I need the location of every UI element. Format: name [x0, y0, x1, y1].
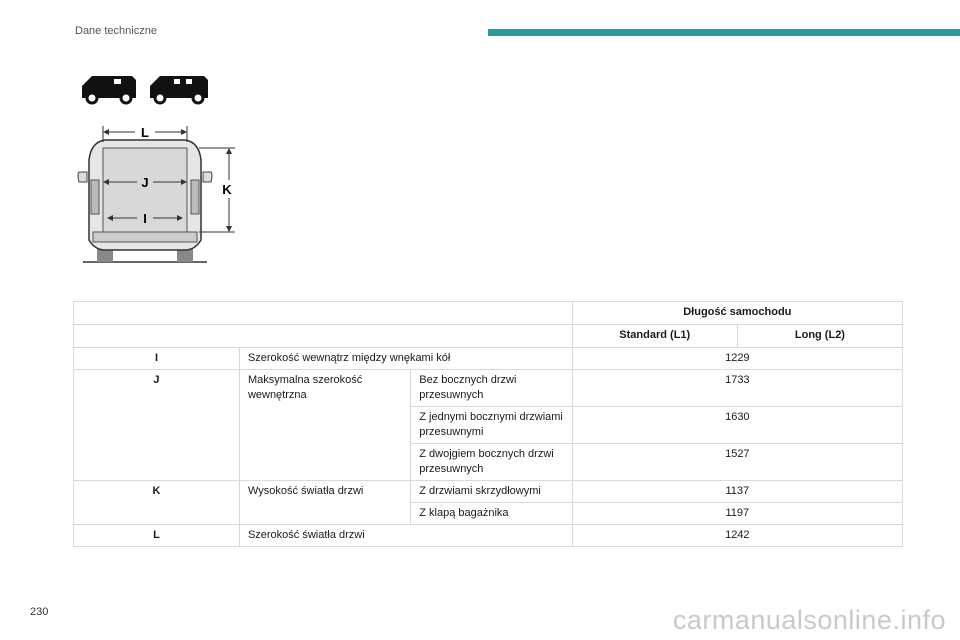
table-row	[74, 481, 903, 503]
table-row	[74, 525, 903, 547]
van-icon-double	[150, 76, 208, 103]
header-standard: Standard (L1)	[572, 325, 737, 348]
rear-dimension-diagram	[75, 120, 245, 275]
accent-bar	[488, 29, 960, 36]
table-row	[74, 348, 903, 370]
row-sublabel: Z drzwiami skrzydłowymi	[411, 481, 572, 503]
row-value: 1733	[572, 370, 902, 407]
row-code: J	[74, 370, 240, 481]
dim-label-I: I	[143, 211, 147, 226]
table-subheader-row	[74, 325, 903, 348]
row-value: 1242	[572, 525, 902, 547]
table-header-row	[74, 302, 903, 325]
row-desc: Szerokość wewnątrz między wnękami kół	[239, 348, 572, 370]
van-icon-single	[82, 76, 136, 103]
watermark: carmanualsonline.info	[672, 605, 946, 635]
row-sublabel: Z dwojgiem bocznych drzwi przesuwnych	[411, 444, 572, 481]
dim-label-L: L	[141, 125, 149, 140]
vehicle-silhouettes	[80, 72, 220, 111]
page-number: 230	[30, 606, 49, 618]
dim-label-K: K	[222, 182, 232, 197]
row-desc: Maksymalna szerokość wewnętrzna	[239, 370, 410, 481]
header-vehicle-length: Długość samochodu	[572, 302, 902, 325]
table-row	[74, 370, 903, 407]
row-code: I	[74, 348, 240, 370]
row-code: L	[74, 525, 240, 547]
section-header: Dane techniczne	[75, 25, 157, 37]
row-code: K	[74, 481, 240, 525]
row-desc: Wysokość światła drzwi	[239, 481, 410, 525]
row-sublabel: Z jednymi bocznymi drzwiami przesuwnymi	[411, 407, 572, 444]
row-desc: Szerokość światła drzwi	[239, 525, 572, 547]
row-value: 1630	[572, 407, 902, 444]
row-value: 1137	[572, 481, 902, 503]
dim-label-J: J	[141, 175, 149, 190]
header-long: Long (L2)	[737, 325, 902, 348]
row-value: 1197	[572, 503, 902, 525]
dimensions-table	[73, 301, 903, 547]
row-value: 1229	[572, 348, 902, 370]
row-sublabel: Bez bocznych drzwi przesuwnych	[411, 370, 572, 407]
row-sublabel: Z klapą bagażnika	[411, 503, 572, 525]
row-value: 1527	[572, 444, 902, 481]
